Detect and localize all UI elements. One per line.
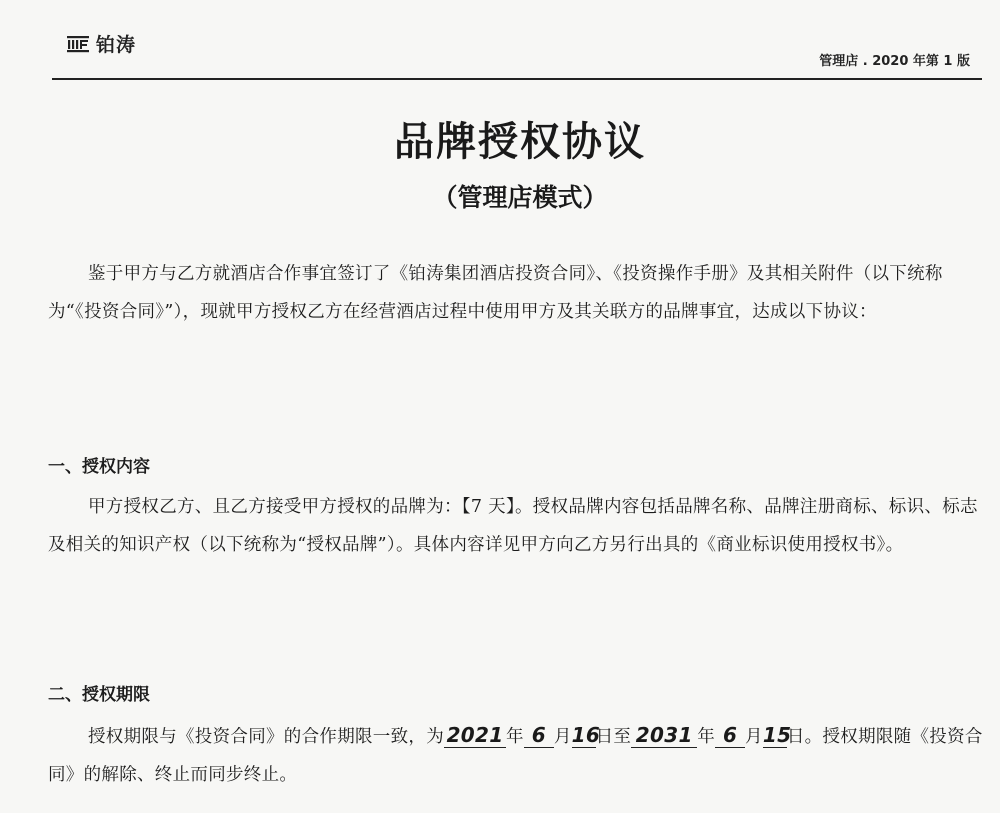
brand-name: 铂涛 bbox=[96, 34, 137, 56]
document-title: 品牌授权协议 bbox=[394, 118, 646, 165]
handwritten-start-year: 2021 bbox=[444, 723, 506, 748]
brand-logo-icon bbox=[66, 34, 90, 54]
header-divider bbox=[52, 78, 982, 80]
section-1-text: 甲方授权乙方、且乙方接受甲方授权的品牌为：【7 天】。授权品牌内容包括品牌名称、品牌注册商标、标识、标志及相关的知识产权（以下统称为“授权品牌”）。具体内容详见甲方向乙方另行出具的《商业标识使用授权书》。 bbox=[48, 497, 978, 555]
handwritten-start-month: 6 bbox=[524, 723, 554, 748]
intro-text: 鉴于甲方与乙方就酒店合作事宜签订了《铂涛集团酒店投资合同》、《投资操作手册》及其相关附件（以下统称为“《投资合同》”），现就甲方授权乙方在经营酒店过程中使用甲方及其关联方的品牌事宜，达成以下协议： bbox=[48, 264, 943, 322]
handwritten-end-month: 6 bbox=[715, 723, 745, 748]
handwritten-end-day: 15 bbox=[762, 723, 792, 747]
handwritten-start-day: 16 bbox=[571, 723, 601, 747]
day-label: 日。 bbox=[786, 727, 823, 747]
year-label-2: 年 bbox=[697, 727, 716, 747]
section-2-text-b: 授权期限随《投资合同》的解除、终止而同步终止。 bbox=[48, 727, 983, 785]
section-2-paragraph bbox=[48, 718, 988, 794]
section-1-heading: 一、授权内容 bbox=[48, 457, 150, 477]
brand-logo bbox=[66, 30, 136, 57]
section-1-paragraph bbox=[48, 488, 988, 564]
month-label: 月 bbox=[553, 727, 572, 747]
handwritten-end-year: 2031 bbox=[631, 723, 697, 748]
section-2-text-a: 授权期限与《投资合同》的合作期限一致，为 bbox=[88, 727, 444, 747]
month-label-2: 月 bbox=[745, 727, 763, 747]
document-subtitle: （管理店模式） bbox=[432, 183, 608, 212]
to-label: 日至 bbox=[595, 727, 632, 747]
intro-paragraph bbox=[48, 255, 988, 331]
year-label: 年 bbox=[506, 727, 524, 747]
section-2-heading: 二、授权期限 bbox=[48, 685, 150, 705]
edition-label: 管理店 . 2020 年第 1 版 bbox=[819, 54, 970, 69]
